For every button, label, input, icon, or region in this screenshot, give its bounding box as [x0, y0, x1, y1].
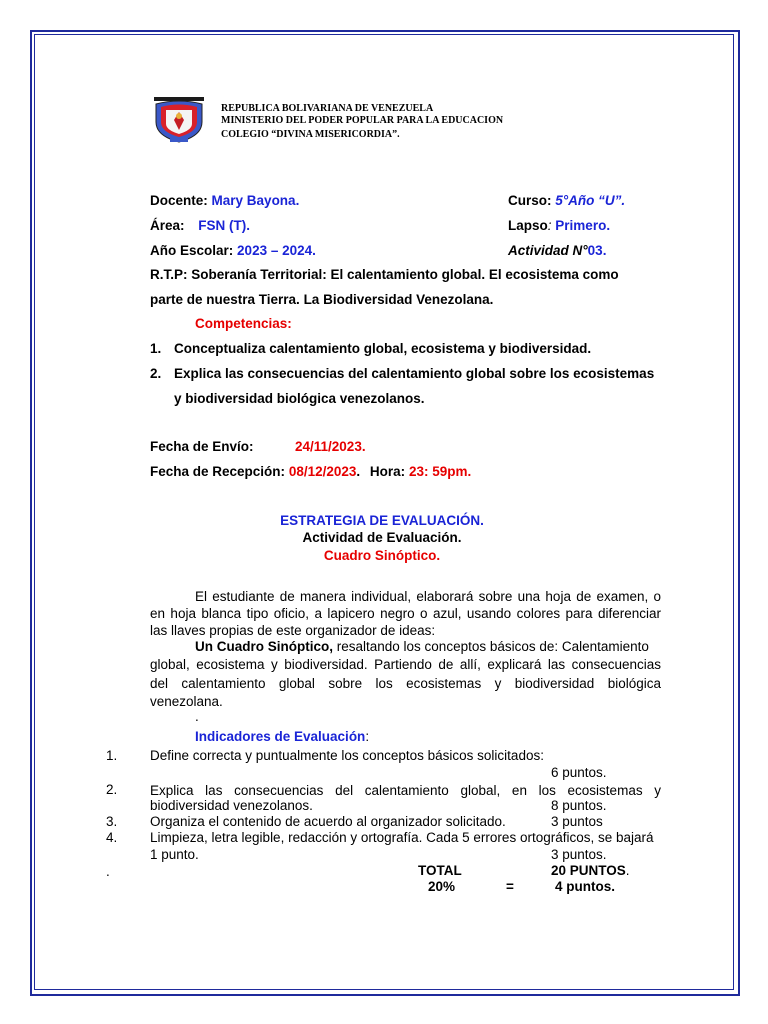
- envio-value: 24/11/2023.: [295, 439, 366, 454]
- recepcion-value: 08/12/2023: [288, 464, 357, 479]
- descripcion-p2-line1: [195, 638, 661, 655]
- total-value-dot: .: [625, 863, 630, 878]
- total-value: 20 PUNTOS: [551, 863, 626, 878]
- estrategia-subtitle: Actividad de Evaluación.: [302, 530, 462, 545]
- envio-label: Fecha de Envío:: [150, 439, 254, 454]
- indicador-1-num: 1.: [106, 748, 118, 763]
- total-label: TOTAL: [418, 863, 462, 878]
- indicador-3-points: 3 puntos: [551, 814, 603, 829]
- recepcion-dot: .: [356, 464, 361, 479]
- docente-label: Docente:: [150, 193, 208, 208]
- header-line-2: MINISTERIO DEL PODER POPULAR PARA LA EDUCACION: [221, 115, 504, 126]
- competencia-1-num: 1.: [150, 341, 162, 356]
- docente-value: Mary Bayona.: [211, 193, 300, 208]
- lapso-colon: :: [547, 218, 552, 233]
- recepcion-row: [150, 464, 471, 479]
- lapso-label: Lapso: [508, 218, 548, 233]
- descripcion-p2-line4: venezolana.: [150, 694, 223, 709]
- total-value-row: [551, 863, 630, 878]
- indicadores-colon: :: [365, 729, 370, 744]
- competencia-1: [150, 341, 591, 356]
- actividad-row: [508, 243, 606, 258]
- school-crest-logo: [148, 96, 210, 144]
- lapso-row: [508, 218, 610, 233]
- indicador-3-text: Organiza el contenido de acuerdo al organizador solicitado.: [150, 814, 506, 829]
- rtp-line-2: parte de nuestra Tierra. La Biodiversidad Venezolana.: [150, 292, 494, 307]
- estrategia-title: ESTRATEGIA DE EVALUACIÓN.: [280, 513, 484, 528]
- rtp-line-1: R.T.P: Soberanía Territorial: El calentamiento global. El ecosistema como: [150, 267, 619, 282]
- competencia-2-num: 2.: [150, 366, 162, 381]
- descripcion-p1-line3: las llaves propias de este organizador de ideas:: [150, 623, 436, 638]
- competencia-2: [150, 366, 654, 381]
- indicador-2-points: 8 puntos.: [551, 798, 607, 813]
- competencia-2-text-line2: y biodiversidad biológica venezolanos.: [174, 391, 425, 406]
- curso-row: [508, 193, 625, 208]
- hora-label: Hora:: [369, 464, 406, 479]
- area-value: FSN (T).: [198, 218, 251, 233]
- indicadores-title: Indicadores de Evaluación: [195, 729, 366, 744]
- descripcion-p1-line1: El estudiante de manera individual, elaborará sobre una hoja de examen, o: [195, 589, 661, 604]
- indicador-4-num: 4.: [106, 830, 118, 845]
- total-row-dot: .: [106, 864, 110, 879]
- descripcion-dot: .: [195, 709, 199, 724]
- estrategia-tipo: Cuadro Sinóptico.: [323, 548, 441, 563]
- descripcion-p2-line3: del calentamiento global sobre los ecosistemas y biodiversidad biológica: [150, 676, 661, 691]
- indicador-4-points: 3 puntos.: [551, 847, 607, 862]
- header-line-3: COLEGIO “DIVINA MISERICORDIA”.: [221, 129, 400, 140]
- descripcion-p2-line1-text: resaltando los conceptos básicos de: Calentamiento: [333, 639, 649, 654]
- hora-value: 23: 59pm.: [408, 464, 472, 479]
- actividad-label: Actividad N°: [508, 243, 588, 258]
- anio-row: [150, 243, 316, 258]
- indicador-4-text-line2: 1 punto.: [150, 847, 199, 862]
- docente-row: [150, 193, 299, 208]
- competencia-1-text: Conceptualiza calentamiento global, ecosistema y biodiversidad.: [174, 341, 592, 356]
- indicador-2-text-line2: biodiversidad venezolanos.: [150, 798, 313, 813]
- anio-label: Año Escolar:: [150, 243, 234, 258]
- recepcion-label: Fecha de Recepción:: [150, 464, 286, 479]
- competencia-2-text: Explica las consecuencias del calentamiento global sobre los ecosistemas: [174, 366, 655, 381]
- percentage-value: 4 puntos.: [555, 879, 615, 894]
- curso-label: Curso:: [508, 193, 552, 208]
- area-row: [150, 218, 250, 233]
- anio-value: 2023 – 2024.: [237, 243, 316, 258]
- header-line-1: REPUBLICA BOLIVARIANA DE VENEZUELA: [221, 103, 434, 114]
- descripcion-p1-line2: en hoja blanca tipo oficio, a lapicero negro o azul, usando colores para diferenciar: [150, 606, 661, 621]
- page-border-inner: [34, 34, 734, 990]
- competencias-title: Competencias:: [195, 316, 292, 331]
- indicador-2-text: Explica las consecuencias del calentamiento global, en los ecosistemas y: [150, 783, 661, 798]
- equals-sign: =: [506, 879, 514, 894]
- area-label: Área:: [150, 218, 185, 233]
- indicador-1-text: Define correcta y puntualmente los conceptos básicos solicitados:: [150, 748, 544, 763]
- indicador-2-num: 2.: [106, 782, 118, 797]
- actividad-value: 03.: [587, 243, 607, 258]
- descripcion-p2-line2: global, ecosistema y biodiversidad. Partiendo de allí, explicará las consecuencias: [150, 657, 661, 672]
- curso-value: 5°Año “U”.: [555, 193, 626, 208]
- indicador-1-points: 6 puntos.: [551, 765, 607, 780]
- percentage: 20%: [428, 879, 456, 894]
- descripcion-p2-bold: Un Cuadro Sinóptico,: [195, 639, 333, 654]
- indicador-3-num: 3.: [106, 814, 118, 829]
- indicador-4-text: Limpieza, letra legible, redacción y ortografía. Cada 5 errores ortográficos, se bajará: [150, 830, 654, 845]
- lapso-value: Primero.: [555, 218, 611, 233]
- indicadores-title-row: [195, 729, 369, 744]
